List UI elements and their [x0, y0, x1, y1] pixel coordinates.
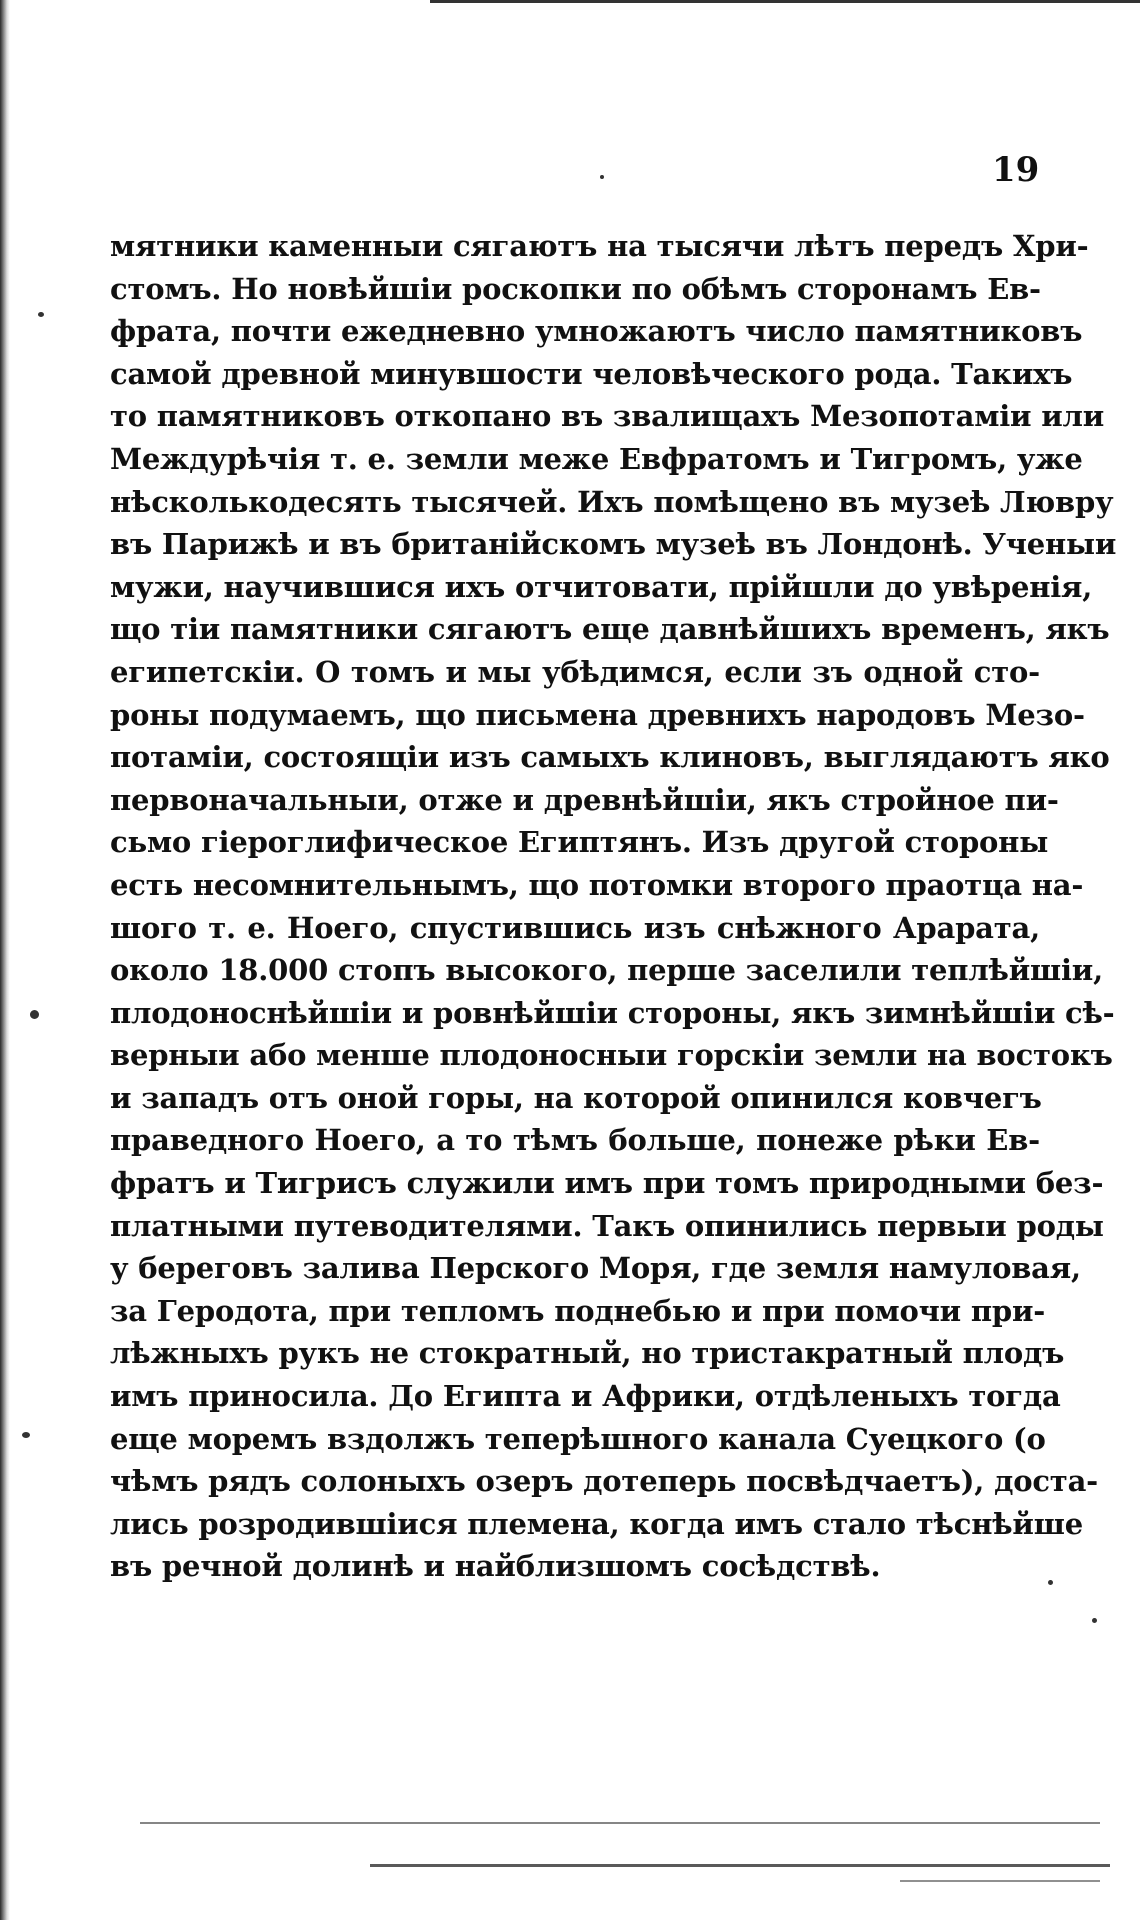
- text-line-6: Междурѣчія т. е. земли меже Евфратомъ и Тигромъ, уже: [110, 441, 1083, 476]
- text-line-16: есть несомнительнымъ, що потомки второго праотца на-: [110, 867, 1084, 902]
- text-line-30: чѣмъ рядъ солоныхъ озеръ дотеперь посвѣдчаетъ), доста-: [110, 1464, 1099, 1499]
- text-line-12: роны подумаемъ, що письмена древнихъ народовъ Мезо-: [110, 697, 1085, 732]
- text-line-25: у береговъ залива Перского Моря, где земля намуловая,: [110, 1251, 1081, 1286]
- body-text: [110, 225, 1117, 1588]
- text-line-10: що тіи памятники сягаютъ еще давнѣйшихъ временъ, якъ: [110, 612, 1110, 647]
- text-line-23: фратъ и Тигрисъ служили имъ при томъ природными без-: [110, 1166, 1104, 1201]
- bottom-scan-line: [140, 1822, 1100, 1824]
- text-line-15: сьмо гіероглифическое Египтянъ. Изъ другой стороны: [110, 825, 1049, 860]
- text-line-2: стомъ. Но новѣйшіи роскопки по обѣмъ сторонамъ Ев-: [110, 271, 1041, 306]
- text-line-11: египетскіи. О томъ и мы убѣдимся, если зъ одной сто-: [110, 654, 1040, 689]
- text-line-22: праведного Ноего, а то тѣмъ больше, понеже рѣки Ев-: [110, 1123, 1040, 1158]
- text-line-31: лись розродившіися племена, когда имъ стало тѣснѣйше: [110, 1506, 1083, 1541]
- scan-speck: [22, 1432, 30, 1438]
- text-line-13: потаміи, состоящіи изъ самыхъ клиновъ, выглядаютъ яко: [110, 740, 1110, 775]
- text-line-9: мужи, научившися ихъ отчитовати, прійшли до увѣренія,: [110, 569, 1093, 604]
- text-line-7: нѣсколькодесять тысячей. Ихъ помѣщено въ музеѣ Лювру: [110, 484, 1114, 519]
- bottom-scan-line: [370, 1864, 1110, 1867]
- text-line-29: еще моремъ вздолжъ теперѣшного канала Суецкого (о: [110, 1421, 1046, 1456]
- text-line-24: платными путеводителями. Такъ опинились первыи роды: [110, 1208, 1104, 1243]
- text-line-26: за Геродота, при тепломъ поднебью и при помочи при-: [110, 1293, 1046, 1328]
- scan-speck: [30, 1010, 39, 1019]
- page-number: 19: [992, 150, 1040, 190]
- text-line-19: плодоноснѣйшіи и ровнѣйшіи стороны, якъ зимнѣйшіи сѣ-: [110, 995, 1115, 1030]
- text-line-14: первоначальныи, отже и древнѣйшіи, якъ стройное пи-: [110, 782, 1059, 817]
- binding-edge: [0, 0, 10, 1920]
- text-line-28: имъ приносила. До Египта и Африки, отдѣленыхъ тогда: [110, 1379, 1061, 1414]
- text-line-8: въ Парижѣ и въ британійскомъ музеѣ въ Лондонѣ. Ученыи: [110, 527, 1117, 562]
- text-line-17: шого т. е. Ноего, спустившись изъ снѣжного Арарата,: [110, 910, 1040, 945]
- top-edge-rule: [430, 0, 1140, 3]
- text-line-1: мятники каменныи сягаютъ на тысячи лѣтъ передъ Хри-: [110, 229, 1089, 263]
- text-line-27: лѣжныхъ рукъ не стократный, но тристакратный плодъ: [110, 1336, 1065, 1371]
- bottom-scan-line: [900, 1880, 1100, 1882]
- scan-speck: [38, 312, 44, 317]
- scan-speck: [1092, 1618, 1097, 1623]
- scan-speck: [1048, 1580, 1053, 1585]
- text-line-21: и западъ отъ оной горы, на которой опинился ковчегъ: [110, 1080, 1042, 1115]
- text-line-20: верныи або менше плодоносныи горскіи земли на востокъ: [110, 1038, 1113, 1073]
- text-line-32: въ речной долинѣ и найблизшомъ сосѣдствѣ.: [110, 1549, 881, 1584]
- scan-speck: [600, 175, 604, 179]
- text-line-5: то памятниковъ откопано въ звалищахъ Мезопотаміи или: [110, 399, 1105, 434]
- text-line-4: самой древной минувшости человѣческого рода. Такихъ: [110, 356, 1073, 391]
- text-line-3: фрата, почти ежедневно умножаютъ число памятниковъ: [110, 314, 1083, 349]
- text-line-18: около 18.000 стопъ высокого, перше заселили теплѣйшіи,: [110, 953, 1104, 988]
